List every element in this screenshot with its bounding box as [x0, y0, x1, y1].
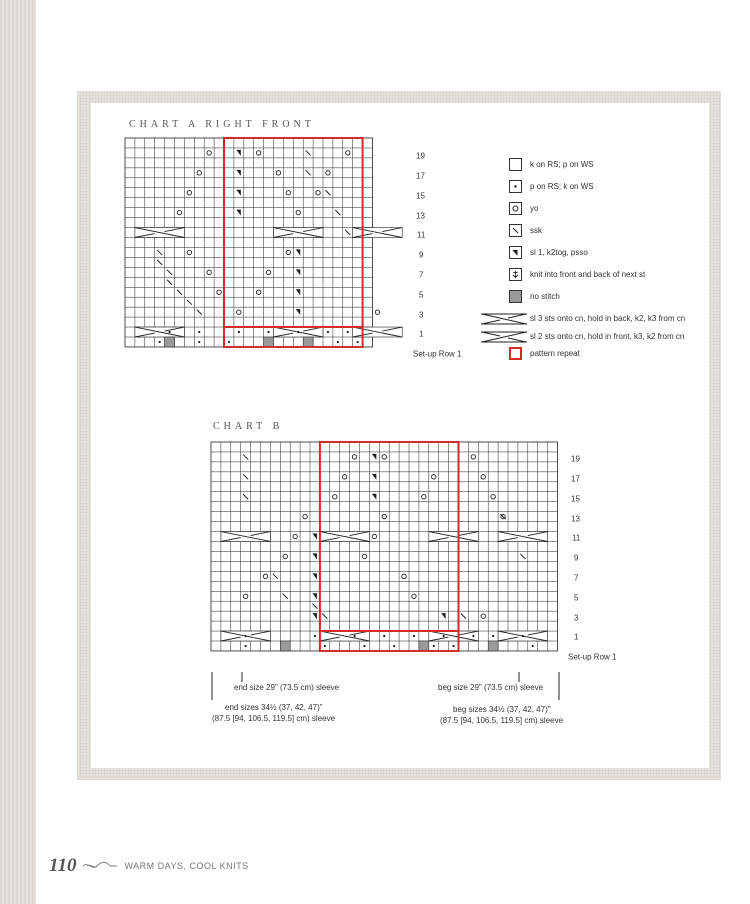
chart-b-setup-label: Set-up Row 1: [568, 652, 617, 662]
chart-a-row-label: 17: [416, 171, 425, 181]
cable-back-icon: [480, 313, 528, 325]
kfb-icon: [509, 268, 522, 281]
no-stitch-cell: [264, 337, 274, 347]
legend-label: ssk: [530, 226, 542, 235]
no-stitch-cell: [165, 337, 175, 347]
yo-symbol: [471, 455, 475, 459]
purl-symbol: [238, 331, 240, 333]
yo-symbol: [422, 495, 426, 499]
chart-b-row-label: 17: [571, 474, 580, 484]
yo-symbol: [197, 171, 201, 175]
yo-symbol: [237, 310, 241, 314]
end-size-label: end size 29" (73.5 cm) sleeve: [234, 683, 340, 692]
no-stitch-cell: [280, 641, 290, 651]
legend-label: sl 2 sts onto cn, hold in front, k3, k2 from cn: [530, 332, 685, 341]
legend-label: knit into front and back of next st: [530, 270, 646, 279]
chart-a-row-label: 19: [416, 151, 425, 161]
yo-symbol: [266, 270, 270, 274]
yo-symbol: [346, 151, 350, 155]
grid-border: [211, 442, 558, 651]
purl-symbol: [433, 645, 435, 647]
end-sizes-label: end sizes 34½ (37, 42, 47)": [225, 703, 323, 712]
book-title: WARM DAYS, COOL KNITS: [124, 861, 249, 871]
flourish-ornament-icon: [82, 861, 118, 871]
yo-symbol: [362, 554, 366, 558]
purl-symbol: [347, 331, 349, 333]
chart-a-row-label: 15: [416, 191, 425, 201]
purl-symbol: [245, 635, 247, 637]
grid-border: [125, 138, 373, 347]
yo-symbol: [283, 554, 287, 558]
yo-symbol: [187, 250, 191, 254]
chart-a-row-label: 11: [417, 230, 426, 240]
purl-symbol: [267, 331, 269, 333]
chart-b-row-label: 5: [574, 593, 579, 603]
yo-symbol: [342, 475, 346, 479]
yo-symbol: [382, 514, 386, 518]
chart-b-row-label: 1: [574, 632, 579, 642]
purl-symbol: [159, 341, 161, 343]
yo-symbol: [382, 455, 386, 459]
book-spine: [0, 0, 36, 904]
legend-label: k on RS; p on WS: [530, 160, 594, 169]
chart-a-title: CHART A RIGHT FRONT: [129, 119, 315, 130]
chart-a-row-label: 5: [419, 290, 424, 300]
chart-a-setup-label: Set-up Row 1: [413, 349, 462, 359]
yo-symbol: [177, 210, 181, 214]
chart-b-row-label: 7: [574, 573, 579, 583]
yo-symbol: [481, 475, 485, 479]
purl-symbol: [337, 341, 339, 343]
legend-label: sl 3 sts onto cn, hold in back, k2, k3 from cn: [530, 314, 686, 323]
no-stitch-cell: [303, 337, 313, 347]
chart-a-row-label: 7: [419, 270, 424, 280]
purl-symbol: [492, 635, 494, 637]
page-footer: [49, 854, 249, 878]
purl-symbol: [198, 341, 200, 343]
purl-symbol: [168, 331, 170, 333]
yo-symbol: [286, 250, 290, 254]
yo-symbol: [207, 151, 211, 155]
chart-a-row-label: 3: [419, 310, 424, 320]
purl-symbol: [383, 635, 385, 637]
purl-symbol: [532, 645, 534, 647]
yo-symbol: [243, 594, 247, 598]
chart-b-grid: [206, 437, 566, 667]
yo-circle-icon: [509, 202, 522, 215]
no-stitch-cell: [419, 641, 429, 651]
chart-a-grid: [120, 133, 380, 363]
purl-symbol: [363, 645, 365, 647]
chart-a-row-label: 1: [419, 329, 424, 339]
purl-symbol: [314, 635, 316, 637]
yo-symbol: [217, 290, 221, 294]
beg-size-label: beg size 29" (73.5 cm) sleeve: [438, 683, 544, 692]
legend-label: p on RS; k on WS: [530, 182, 594, 191]
beg-sizes-cm-label: (87.5 [94, 106.5, 119.5] cm) sleeve: [440, 716, 564, 725]
ssk-icon: [509, 224, 522, 237]
purl-symbol: [413, 635, 415, 637]
yo-symbol: [352, 455, 356, 459]
cable-front-icon: [480, 331, 528, 343]
yo-symbol: [303, 514, 307, 518]
chart-a-row-label: 13: [416, 211, 425, 221]
purl-symbol: [198, 331, 200, 333]
purl-symbol: [357, 341, 359, 343]
purl-symbol: [353, 635, 355, 637]
purl-symbol: [245, 645, 247, 647]
yo-symbol: [481, 614, 485, 618]
yo-symbol: [333, 495, 337, 499]
yo-symbol: [263, 574, 267, 578]
purl-symbol: [228, 341, 230, 343]
yo-symbol: [207, 270, 211, 274]
chart-b-row-label: 9: [574, 553, 579, 563]
legend-label: pattern repeat: [530, 349, 580, 358]
yo-symbol: [412, 594, 416, 598]
knit-symbol-icon: [509, 158, 522, 171]
sk2p-icon: [509, 246, 522, 259]
chart-b-row-label: 19: [571, 454, 580, 464]
yo-symbol: [187, 191, 191, 195]
chart-b-row-label: 15: [571, 494, 580, 504]
legend-label: yo: [530, 204, 539, 213]
chart-b-row-label: 3: [574, 613, 579, 623]
purl-symbol: [324, 645, 326, 647]
purl-dot-icon: [509, 180, 522, 193]
no-stitch-cell: [488, 641, 498, 651]
purl-symbol: [522, 635, 524, 637]
yo-symbol: [296, 210, 300, 214]
purl-symbol: [297, 331, 299, 333]
legend-label: sl 1, k2tog, psso: [530, 248, 588, 257]
purl-symbol: [452, 645, 454, 647]
yo-symbol: [491, 495, 495, 499]
end-sizes-cm-label: (87.5 [94, 106.5, 119.5] cm) sleeve: [212, 714, 336, 723]
chart-b-row-label: 11: [572, 533, 581, 543]
yo-symbol: [372, 534, 376, 538]
yo-symbol: [402, 574, 406, 578]
yo-symbol: [316, 191, 320, 195]
chart-a-row-label: 9: [419, 250, 424, 260]
yo-symbol: [256, 151, 260, 155]
yo-symbol: [326, 171, 330, 175]
purl-symbol: [443, 635, 445, 637]
yo-symbol: [293, 534, 297, 538]
purl-symbol: [327, 331, 329, 333]
beg-sizes-label: beg sizes 34½ (37, 42, 47)": [453, 705, 551, 714]
legend-label: no stitch: [530, 292, 560, 301]
yo-symbol: [375, 310, 379, 314]
no-stitch-icon: [509, 290, 522, 303]
chart-b-row-label: 13: [571, 514, 580, 524]
pattern-repeat-icon: [509, 347, 522, 360]
purl-symbol: [393, 645, 395, 647]
page-number: 110: [49, 855, 77, 876]
yo-symbol: [276, 171, 280, 175]
yo-symbol: [432, 475, 436, 479]
purl-symbol: [472, 635, 474, 637]
chart-b-title: CHART B: [213, 421, 284, 432]
yo-symbol: [286, 191, 290, 195]
yo-symbol: [256, 290, 260, 294]
